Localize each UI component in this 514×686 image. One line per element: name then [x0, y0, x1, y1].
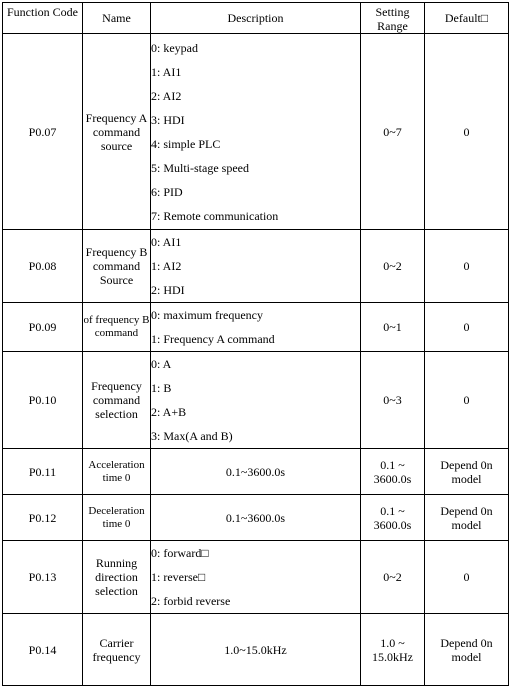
- description-options: [151, 34, 361, 230]
- description-options: [151, 230, 361, 303]
- option-item: 0: A: [151, 357, 172, 371]
- setting-range: 0.1 ~ 3600.0s: [361, 449, 425, 495]
- parameter-name: Frequency B command Source: [83, 230, 151, 303]
- table-row: [3, 230, 509, 303]
- table-row: [3, 541, 509, 614]
- option-item: 1: AI2: [151, 259, 182, 273]
- parameter-name: of frequency B command: [83, 303, 151, 352]
- setting-range: 0.1 ~ 3600.0s: [361, 495, 425, 541]
- option-item: 2: HDI: [151, 283, 185, 297]
- option-item: 0: keypad: [151, 40, 198, 55]
- setting-range: 0~2: [361, 230, 425, 303]
- function-code: P0.13: [3, 541, 83, 614]
- default-value: 0: [425, 352, 509, 449]
- function-code: P0.14: [3, 614, 83, 686]
- parameter-name: Running direction selection: [83, 541, 151, 614]
- option-item: 5: Multi-stage speed: [151, 160, 249, 175]
- table-row: [3, 303, 509, 352]
- table-row: [3, 34, 509, 230]
- function-code: P0.10: [3, 352, 83, 449]
- header-setting-range: Setting Range: [361, 3, 425, 34]
- default-value: Depend 0n model: [425, 495, 509, 541]
- table-row: [3, 449, 509, 495]
- header-description: Description: [151, 3, 361, 34]
- header-name: Name: [83, 3, 151, 34]
- default-value: 0: [425, 230, 509, 303]
- parameter-name: Deceleration time 0: [83, 495, 151, 541]
- header-default: Default□: [425, 3, 509, 34]
- option-item: 3: Max(A and B): [151, 429, 233, 443]
- table-row: [3, 352, 509, 449]
- setting-range: 1.0 ~ 15.0kHz: [361, 614, 425, 686]
- description-text: 0.1~3600.0s: [151, 449, 361, 495]
- option-item: 1: AI1: [151, 64, 182, 79]
- default-value: Depend 0n model: [425, 614, 509, 686]
- function-code: P0.12: [3, 495, 83, 541]
- default-value: Depend 0n model: [425, 449, 509, 495]
- option-item: 0: forward□: [151, 546, 209, 560]
- parameter-name: Acceleration time 0: [83, 449, 151, 495]
- parameter-name: Frequency command selection: [83, 352, 151, 449]
- default-value: 0: [425, 34, 509, 230]
- description-options: [151, 303, 361, 352]
- table-row: [3, 495, 509, 541]
- option-item: 1: reverse□: [151, 570, 206, 584]
- function-code: P0.07: [3, 34, 83, 230]
- parameter-name: Carrier frequency: [83, 614, 151, 686]
- parameter-name: Frequency A command source: [83, 34, 151, 230]
- option-item: 0: AI1: [151, 235, 182, 249]
- table-header-row: [3, 3, 509, 34]
- option-item: 1: B: [151, 381, 172, 395]
- option-item: 7: Remote communication: [151, 208, 279, 223]
- description-options: [151, 541, 361, 614]
- setting-range: 0~2: [361, 541, 425, 614]
- function-code: P0.08: [3, 230, 83, 303]
- header-function-code: Function Code: [3, 3, 83, 34]
- function-code: P0.11: [3, 449, 83, 495]
- setting-range: 0~1: [361, 303, 425, 352]
- option-item: 0: maximum frequency: [151, 308, 263, 322]
- description-text: 0.1~3600.0s: [151, 495, 361, 541]
- option-item: 3: HDI: [151, 112, 185, 127]
- table-row: [3, 614, 509, 686]
- default-value: 0: [425, 303, 509, 352]
- default-value: 0: [425, 541, 509, 614]
- description-options: [151, 352, 361, 449]
- option-item: 6: PID: [151, 184, 183, 199]
- option-item: 2: forbid reverse: [151, 594, 231, 608]
- option-item: 2: A+B: [151, 405, 187, 419]
- setting-range: 0~3: [361, 352, 425, 449]
- setting-range: 0~7: [361, 34, 425, 230]
- option-item: 1: Frequency A command: [151, 332, 275, 346]
- option-item: 4: simple PLC: [151, 136, 221, 151]
- function-code: P0.09: [3, 303, 83, 352]
- description-text: 1.0~15.0kHz: [151, 614, 361, 686]
- parameter-table: [2, 2, 509, 686]
- option-item: 2: AI2: [151, 88, 182, 103]
